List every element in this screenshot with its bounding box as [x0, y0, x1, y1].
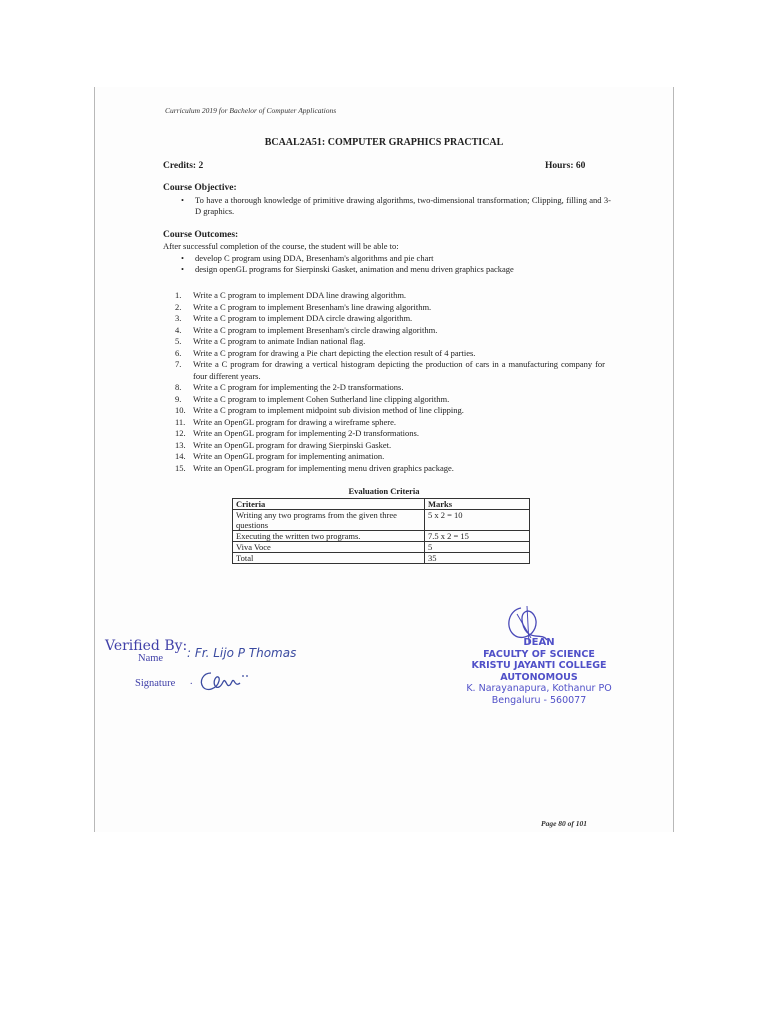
hours: Hours: 60	[545, 161, 586, 171]
program-item	[175, 394, 605, 406]
seal-faculty: FACULTY OF SCIENCE	[483, 648, 595, 660]
table-cell: 35	[425, 553, 530, 564]
program-item	[175, 359, 605, 382]
outcomes-list	[181, 253, 621, 275]
program-number: 3.	[175, 313, 182, 323]
program-text: Write a C program to implement Bresenham's circle drawing algorithm.	[193, 324, 438, 335]
program-item	[175, 336, 605, 348]
program-number: 13.	[175, 439, 186, 450]
outcomes-heading: Course Outcomes:	[163, 230, 239, 240]
program-text: Write a C program to implement DDA circle drawing algorithm.	[193, 313, 413, 323]
table-cell: 5	[425, 542, 530, 553]
program-item	[175, 348, 605, 360]
verifier-name: : Fr. Lijo P Thomas	[187, 646, 297, 660]
program-item	[175, 302, 605, 314]
program-number: 10.	[175, 405, 186, 415]
curriculum-header: Curriculum 2019 for Bachelor of Computer Applications	[165, 106, 337, 115]
program-item	[175, 463, 605, 475]
seal-dean: DEAN	[523, 637, 555, 648]
program-text: Write a C program to animate Indian national flag.	[193, 336, 366, 346]
table-cell: 7.5 x 2 = 15	[425, 531, 530, 542]
program-text: Write an OpenGL program for implementing animation.	[193, 451, 385, 461]
handwritten-signature	[197, 667, 257, 693]
program-text: Write an OpenGL program for implementing menu driven graphics package.	[193, 462, 454, 473]
table-row	[233, 553, 530, 564]
program-number: 12.	[175, 428, 186, 438]
objective-list	[181, 195, 611, 217]
program-text: Write a C program to implement midpoint sub division method of line clipping.	[193, 405, 464, 415]
program-text: Write a C program for drawing a Pie chart depicting the election result of 4 parties.	[193, 347, 476, 358]
table-cell: Writing any two programs from the given three questions	[233, 510, 425, 531]
table-row	[233, 531, 530, 542]
program-item	[175, 428, 605, 440]
program-number: 1.	[175, 290, 182, 300]
program-number: 15.	[175, 462, 186, 473]
program-item	[175, 290, 605, 302]
program-number: 14.	[175, 451, 186, 461]
program-number: 2.	[175, 301, 182, 312]
program-number: 6.	[175, 347, 182, 358]
program-text: Write a C program to implement DDA line drawing algorithm.	[193, 290, 407, 300]
document-page	[94, 87, 674, 832]
program-number: 9.	[175, 393, 182, 404]
program-list	[175, 290, 605, 474]
seal-college: KRISTU JAYANTI COLLEGE AUTONOMOUS	[471, 660, 607, 683]
program-text: Write an OpenGL program for drawing Sierpinski Gasket.	[193, 439, 392, 450]
outcome-item: • develop C program using DDA, Bresenham's algorithms and pie chart	[181, 253, 621, 264]
table-header-cell: Marks	[425, 499, 530, 510]
program-number: 7.	[175, 359, 182, 369]
program-text: Write a C program to implement Bresenham's line drawing algorithm.	[193, 301, 432, 312]
objective-heading: Course Objective:	[163, 183, 237, 193]
table-header-cell: Criteria	[233, 499, 425, 510]
objective-item: • To have a thorough knowledge of primitive drawing algorithms, two-dimensional transformation; Clipping, filling and 3-D graphics.	[181, 195, 611, 217]
table-row	[233, 510, 530, 531]
program-text: Write a C program for drawing a vertical histogram depicting the production of cars in a manufacturing company for four different years.	[193, 359, 605, 381]
program-text: Write a C program for implementing the 2-D transformations.	[193, 382, 404, 392]
program-item	[175, 382, 605, 394]
verified-by-label: Verified By:	[105, 638, 188, 654]
table-cell: 5 x 2 = 10	[425, 510, 530, 531]
table-cell: Viva Voce	[233, 542, 425, 553]
outcomes-intro: After successful completion of the course, the student will be able to:	[163, 241, 399, 251]
seal-city: Bengaluru - 560077	[491, 694, 587, 706]
signature-label: Signature	[135, 678, 176, 689]
dean-seal	[439, 637, 639, 706]
program-number: 8.	[175, 382, 182, 392]
program-item	[175, 405, 605, 417]
program-number: 11.	[175, 416, 186, 427]
program-text: Write a C program to implement Cohen Sutherland line clipping algorithm.	[193, 393, 450, 404]
table-cell: Executing the written two programs.	[233, 531, 425, 542]
program-item	[175, 417, 605, 429]
course-title: BCAAL2A51: COMPUTER GRAPHICS PRACTICAL	[264, 137, 504, 148]
table-cell: Total	[233, 553, 425, 564]
outcome-item: • design openGL programs for Sierpinski Gasket, animation and menu driven graphics package	[181, 264, 621, 275]
table-row	[233, 542, 530, 553]
seal-address: K. Narayanapura, Kothanur PO	[466, 683, 612, 694]
table-header-row	[233, 499, 530, 510]
name-label: Name	[138, 653, 164, 664]
program-number: 5.	[175, 336, 182, 346]
program-number: 4.	[175, 324, 182, 335]
program-item	[175, 325, 605, 337]
evaluation-table	[232, 498, 530, 564]
program-item	[175, 313, 605, 325]
credits: Credits: 2	[163, 161, 204, 171]
page-number: Page 80 of 101	[541, 819, 588, 828]
program-text: Write an OpenGL program for drawing a wireframe sphere.	[193, 416, 397, 427]
program-item	[175, 440, 605, 452]
program-text: Write an OpenGL program for implementing 2-D transformations.	[193, 428, 419, 438]
evaluation-caption: Evaluation Criteria	[348, 486, 420, 496]
program-item	[175, 451, 605, 463]
signature-separator: .	[190, 676, 193, 687]
